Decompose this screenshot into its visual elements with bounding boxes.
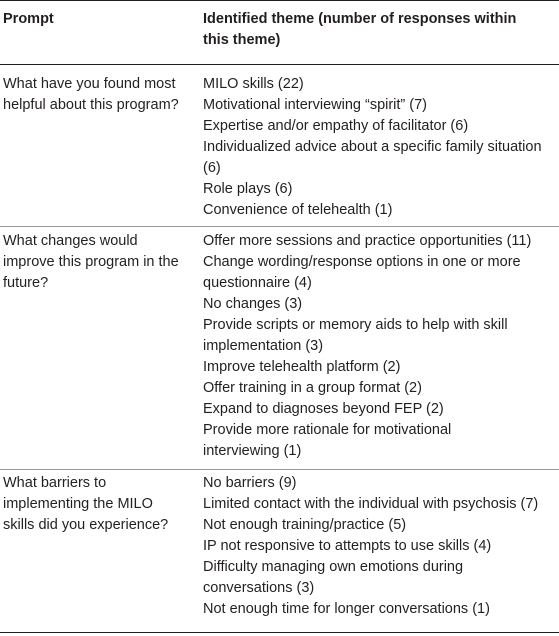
table-bottom-rule (0, 632, 559, 633)
row-divider (0, 226, 559, 227)
theme-item: Not enough training/practice (5) (203, 517, 407, 533)
theme-item: Not enough time for longer conversations (1) (203, 601, 490, 617)
prompt-text: What changes would (3, 233, 138, 249)
theme-item: Individualized advice about a specific family situation (203, 139, 542, 155)
theme-item: questionnaire (4) (203, 275, 312, 291)
table-top-rule (0, 0, 559, 1)
theme-item: Provide scripts or memory aids to help with skill (203, 317, 508, 333)
theme-item: Convenience of telehealth (1) (203, 202, 393, 218)
header-prompt (3, 9, 195, 30)
header-theme-label-line1: Identified theme (number of responses within (203, 11, 517, 27)
header-bottom-rule (0, 64, 559, 65)
prompt-text: future? (3, 275, 49, 291)
prompt-cell (3, 74, 195, 116)
theme-item: Improve telehealth platform (2) (203, 359, 401, 375)
prompt-text: implementing the MILO (3, 496, 153, 512)
theme-item: Offer more sessions and practice opportunities (11) (203, 233, 532, 249)
theme-item: Expertise and/or empathy of facilitator (6) (203, 118, 469, 134)
theme-cell (203, 473, 559, 620)
prompt-text: skills did you experience? (3, 517, 169, 533)
theme-item: IP not responsive to attempts to use skills (4) (203, 538, 492, 554)
theme-item: No barriers (9) (203, 475, 297, 491)
theme-item: Provide more rationale for motivational (203, 422, 452, 438)
theme-item: Offer training in a group format (2) (203, 380, 422, 396)
row-divider (0, 469, 559, 470)
prompt-text: helpful about this program? (3, 97, 179, 113)
prompt-text: What barriers to (3, 475, 107, 491)
prompt-text: improve this program in the (3, 254, 179, 270)
theme-item: Difficulty managing own emotions during (203, 559, 464, 575)
prompt-text: What have you found most (3, 76, 176, 92)
theme-item: Limited contact with the individual with psychosis (7) (203, 496, 539, 512)
theme-item: MILO skills (22) (203, 76, 304, 92)
theme-cell (203, 231, 559, 462)
prompt-cell (3, 473, 195, 536)
header-prompt-label: Prompt (3, 11, 54, 27)
header-theme-label-line2: this theme) (203, 32, 281, 48)
theme-item: (6) (203, 160, 221, 176)
theme-item: conversations (3) (203, 580, 315, 596)
theme-item: implementation (3) (203, 338, 324, 354)
theme-item: Expand to diagnoses beyond FEP (2) (203, 401, 444, 417)
theme-cell (203, 74, 559, 221)
theme-item: Role plays (6) (203, 181, 293, 197)
theme-item: Change wording/response options in one or more (203, 254, 521, 270)
theme-item: Motivational interviewing “spirit” (7) (203, 97, 428, 113)
header-theme (203, 9, 559, 51)
prompt-cell (3, 231, 195, 294)
theme-item: interviewing (1) (203, 443, 302, 459)
theme-item: No changes (3) (203, 296, 303, 312)
